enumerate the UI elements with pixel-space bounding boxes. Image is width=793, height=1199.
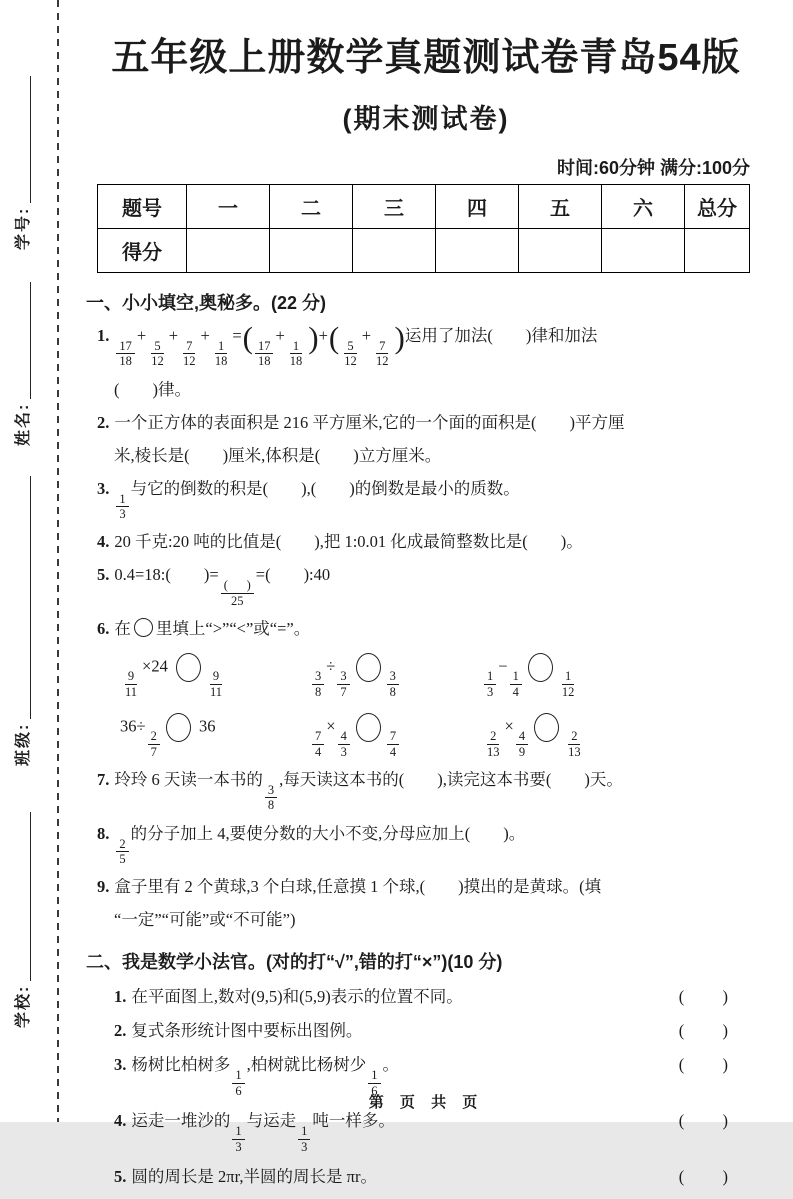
fraction-denominator: 13 (568, 744, 581, 759)
student-name-field (12, 280, 36, 446)
score-empty-cell (436, 229, 519, 273)
page-subtitle: (期末测试卷) (342, 104, 510, 134)
math-text: 运用了加法( )律和加法 (404, 326, 598, 345)
judge-1-number: 1. (114, 987, 127, 1007)
q5-line1 (97, 563, 766, 608)
fraction-numerator: 2 (487, 729, 499, 744)
judge-5-number: 5. (114, 1166, 127, 1186)
fraction (559, 669, 578, 699)
fraction-numerator: 5 (344, 339, 356, 354)
fraction (212, 339, 231, 369)
fraction (337, 669, 349, 699)
math-text: × (504, 716, 514, 736)
fraction (312, 729, 324, 759)
fraction-denominator: 18 (257, 354, 271, 369)
big-parenthesis: ( (328, 320, 339, 355)
fraction-numerator: 5 (151, 339, 163, 354)
math-text: − (498, 656, 508, 676)
score-empty-cell (685, 229, 750, 273)
score-header-cell: 六 (602, 185, 685, 229)
fraction (148, 339, 167, 369)
section2-heading: 二、我是数学小法官。(对的打“√”,错的打“×”)(10 分) (86, 952, 503, 973)
fraction (232, 1124, 244, 1154)
fraction-denominator: 4 (512, 684, 519, 699)
fraction-denominator: 8 (267, 798, 275, 813)
q6-item (310, 653, 482, 699)
q2-number: 2. (97, 412, 110, 432)
q1-line1 (97, 320, 766, 369)
q2-line2: 米,棱长是( )厘米,体积是( )立方厘米。 (114, 445, 442, 465)
fraction (148, 729, 160, 759)
fraction-denominator: 18 (289, 354, 303, 369)
score-empty-cell (270, 229, 353, 273)
fraction-denominator: 18 (214, 354, 228, 369)
q6-item (120, 713, 310, 759)
score-row-label: 得分 (98, 229, 187, 273)
score-header-cell: 五 (519, 185, 602, 229)
compare-circle (534, 713, 559, 742)
fraction-denominator: 11 (125, 684, 138, 699)
score-empty-cell (602, 229, 685, 273)
class-blank-line (30, 476, 31, 719)
fraction-denominator: 12 (183, 354, 196, 369)
score-table-score-row (98, 229, 750, 273)
fraction-numerator: 1 (290, 339, 302, 354)
fraction-denominator: 4 (315, 744, 322, 759)
math-text: 20 千克:20 吨的比值是( ),把 1:0.01 化成最简整数比是( )。 (114, 532, 583, 552)
judge-item-1 (114, 985, 766, 1008)
fraction-numerator: 3 (312, 669, 324, 684)
fraction-numerator: 2 (148, 729, 160, 744)
fraction (116, 837, 128, 867)
q6-item (120, 653, 310, 699)
fraction-denominator: 12 (561, 684, 575, 699)
fraction (387, 729, 399, 759)
fraction (565, 729, 584, 759)
math-text: + (361, 326, 372, 345)
q6-item (482, 653, 766, 699)
q3-number: 3. (97, 478, 110, 498)
fraction-denominator: 9 (518, 744, 526, 759)
fraction-denominator: 3 (301, 1139, 308, 1154)
fraction-numerator: 1 (562, 669, 574, 684)
time-score-info: 时间:60分钟 满分:100分 (556, 158, 750, 178)
student-id-label: 学号: (15, 206, 32, 250)
fraction-denominator: 3 (235, 1139, 242, 1154)
q1-line2 (114, 378, 766, 402)
q6-item (482, 713, 766, 759)
judge-3-answer-paren: ( ) (678, 1055, 738, 1075)
student-id-blank-line (30, 76, 31, 203)
math-text: 0.4=18:( )= (114, 565, 219, 585)
fraction-numerator: 2 (568, 729, 580, 744)
q6-intro (97, 617, 766, 641)
math-text: 的分子加上 4,要使分数的大小不变,分母应加上( )。 (130, 823, 526, 843)
math-text: ,每天读这本书的( ),读完这本书要( )天。 (279, 769, 623, 789)
q9-line2: “一定”“可能”或“不可能”) (114, 910, 296, 930)
binding-dashed-line (57, 0, 59, 1122)
fraction (341, 339, 360, 369)
judge-2-answer-paren: ( ) (678, 1021, 738, 1041)
q4-number: 4. (97, 532, 110, 552)
math-text: + (275, 326, 285, 345)
math-text: + (318, 326, 328, 345)
class-field (12, 474, 36, 766)
fraction-denominator: 12 (344, 354, 357, 369)
fraction (116, 339, 135, 369)
score-header-cell: 总分 (685, 185, 750, 229)
math-text: 在 (114, 618, 131, 638)
fraction-denominator: 6 (235, 1083, 242, 1098)
score-header-cell: 三 (353, 185, 436, 229)
fraction-denominator: 7 (340, 684, 347, 699)
school-blank-line (30, 812, 31, 981)
q7-line1 (97, 768, 766, 813)
math-text: = (232, 326, 242, 345)
fraction-denominator: 3 (340, 744, 347, 759)
fraction-numerator: 3 (387, 669, 399, 684)
fraction (122, 669, 140, 699)
math-text: 与运走 (246, 1111, 297, 1131)
math-text: 玲玲 6 天读一本书的 (114, 769, 263, 789)
fraction-denominator: 8 (389, 684, 396, 699)
math-text: 杨树比柏树多 (131, 1055, 231, 1075)
score-header-cell: 一 (187, 185, 270, 229)
judge-4-number: 4. (114, 1111, 127, 1131)
fraction-numerator: 9 (210, 669, 222, 684)
fraction-denominator: 11 (209, 684, 223, 699)
school-label: 学校: (15, 984, 32, 1028)
student-name-blank-line (30, 282, 31, 399)
judge-4-answer-paren: ( ) (678, 1111, 738, 1131)
fraction-numerator: 7 (312, 729, 324, 744)
judge-5-answer-paren: ( ) (678, 1166, 738, 1186)
math-text: 。 (382, 1055, 399, 1075)
math-text: 里填上“>”“<”或“=”。 (155, 618, 311, 638)
judge-item-2 (114, 1019, 766, 1042)
fraction (265, 783, 277, 813)
compare-circle (356, 653, 381, 682)
math-text: ,柏树就比杨树少 (246, 1055, 367, 1075)
fraction-numerator: 3 (265, 783, 277, 798)
student-name-label: 姓名: (15, 402, 32, 446)
fraction-numerator: 1 (215, 339, 227, 354)
math-text: ÷ (326, 656, 336, 676)
fraction-numerator: 7 (376, 339, 388, 354)
score-empty-cell (519, 229, 602, 273)
class-label: 班级: (15, 722, 32, 766)
fraction (312, 669, 324, 699)
q6-number: 6. (97, 618, 110, 638)
q5-number: 5. (97, 565, 110, 585)
fraction-numerator: 1 (298, 1124, 310, 1139)
fraction-numerator: 2 (116, 837, 128, 852)
q6-item (310, 713, 482, 759)
fraction-denominator: 3 (119, 506, 126, 521)
fraction (484, 669, 496, 699)
fraction-denominator: 5 (119, 852, 126, 867)
compare-circle (166, 713, 191, 742)
big-parenthesis: ( (242, 320, 252, 355)
student-id-field (12, 74, 36, 250)
q8-number: 8. (97, 823, 110, 843)
score-empty-cell (187, 229, 270, 273)
fraction (287, 339, 306, 369)
score-header-cell: 四 (436, 185, 519, 229)
fraction-numerator: 9 (125, 669, 137, 684)
math-text: 在平面图上,数对(9,5)和(5,9)表示的位置不同。 (131, 987, 463, 1007)
fraction-denominator: 3 (487, 684, 494, 699)
math-text: × (326, 716, 336, 736)
paper-content (86, 18, 766, 1199)
score-table-header-row (98, 185, 750, 229)
fraction-numerator: 1 (116, 492, 128, 507)
judge-1-answer-paren: ( ) (678, 987, 738, 1007)
q4-line1 (97, 530, 766, 554)
score-header-cell: 题号 (98, 185, 187, 229)
score-header-cell: 二 (270, 185, 353, 229)
judge-item-5 (114, 1165, 766, 1188)
section1-heading: 一、小小填空,奥秘多。(22 分) (86, 293, 327, 313)
math-text: + (136, 326, 147, 345)
fraction-denominator: 8 (315, 684, 322, 699)
fraction-denominator: 7 (150, 744, 157, 759)
fraction-numerator: 1 (232, 1124, 244, 1139)
fraction (255, 339, 274, 369)
score-empty-cell (353, 229, 436, 273)
fraction-numerator: 17 (255, 339, 274, 354)
fraction-denominator: 18 (119, 354, 132, 369)
fraction (373, 339, 392, 369)
compare-circle (528, 653, 553, 682)
math-text: 运走一堆沙的 (131, 1111, 231, 1131)
fraction (338, 729, 350, 759)
math-text: + (168, 326, 178, 345)
fraction (221, 578, 254, 608)
fraction-numerator: 4 (338, 729, 350, 744)
compare-circle (356, 713, 381, 742)
judge-2-number: 2. (114, 1021, 127, 1041)
q6-comparison-grid (120, 653, 766, 759)
q9-number: 9. (97, 877, 110, 897)
fraction-denominator: 25 (230, 593, 244, 608)
big-parenthesis: ) (394, 320, 404, 355)
math-text: 圆的周长是 2πr,半圆的周长是 πr。 (131, 1166, 377, 1186)
math-text: 36 (194, 716, 216, 736)
page-title: 五年级上册数学真题测试卷青岛54版 (111, 37, 741, 79)
fraction (207, 669, 225, 699)
math-text: + (200, 326, 210, 345)
math-text: ( )律。 (114, 379, 191, 399)
math-text: 吨一样多。 (312, 1111, 395, 1131)
fraction-numerator: ( ) (221, 578, 254, 593)
q3-line1 (97, 477, 766, 522)
fraction (484, 729, 503, 759)
fraction (510, 669, 522, 699)
compare-circle (176, 653, 201, 682)
big-parenthesis: ) (308, 320, 318, 355)
fraction-denominator: 6 (371, 1083, 378, 1098)
fraction-numerator: 7 (387, 729, 399, 744)
fraction-numerator: 1 (368, 1068, 380, 1083)
fraction (180, 339, 199, 369)
q7-number: 7. (97, 769, 110, 789)
fraction-numerator: 1 (484, 669, 496, 684)
fraction (516, 729, 528, 759)
fraction (387, 669, 399, 699)
judge-3-number: 3. (114, 1055, 127, 1075)
fraction-denominator: 12 (376, 354, 389, 369)
judge-item-4 (114, 1109, 766, 1154)
fraction-numerator: 3 (337, 669, 349, 684)
fraction (116, 492, 128, 522)
fraction-denominator: 4 (389, 744, 397, 759)
q9-line1: 9. 盒子里有 2 个黄球,3 个白球,任意摸 1 个球,( )摸出的是黄球。(填 (97, 877, 602, 897)
q1-number: 1. (97, 326, 110, 345)
fraction-denominator: 12 (151, 354, 164, 369)
school-field (12, 810, 36, 1028)
math-text: =( ):40 (255, 565, 331, 585)
fraction-numerator: 17 (116, 339, 135, 354)
math-text: 复式条形统计图中要标出图例。 (131, 1021, 363, 1041)
fraction-numerator: 1 (232, 1068, 244, 1083)
math-text: 36÷ (120, 716, 146, 736)
q8-line1 (97, 822, 766, 867)
score-table (97, 184, 750, 273)
fraction-denominator: 13 (487, 744, 500, 759)
math-text: ×24 (142, 656, 172, 676)
fraction-numerator: 4 (516, 729, 528, 744)
page-footer: 第 页 共 页 (368, 1094, 484, 1111)
q2-line1: 2. 一个正方体的表面积是 216 平方厘米,它的一个面的面积是( )平方厘 (97, 412, 625, 432)
compare-circle (134, 618, 153, 637)
fraction (298, 1124, 310, 1154)
math-text: 与它的倒数的积是( ),( )的倒数是最小的质数。 (130, 478, 520, 498)
fraction-numerator: 7 (183, 339, 195, 354)
fraction-numerator: 1 (510, 669, 522, 684)
